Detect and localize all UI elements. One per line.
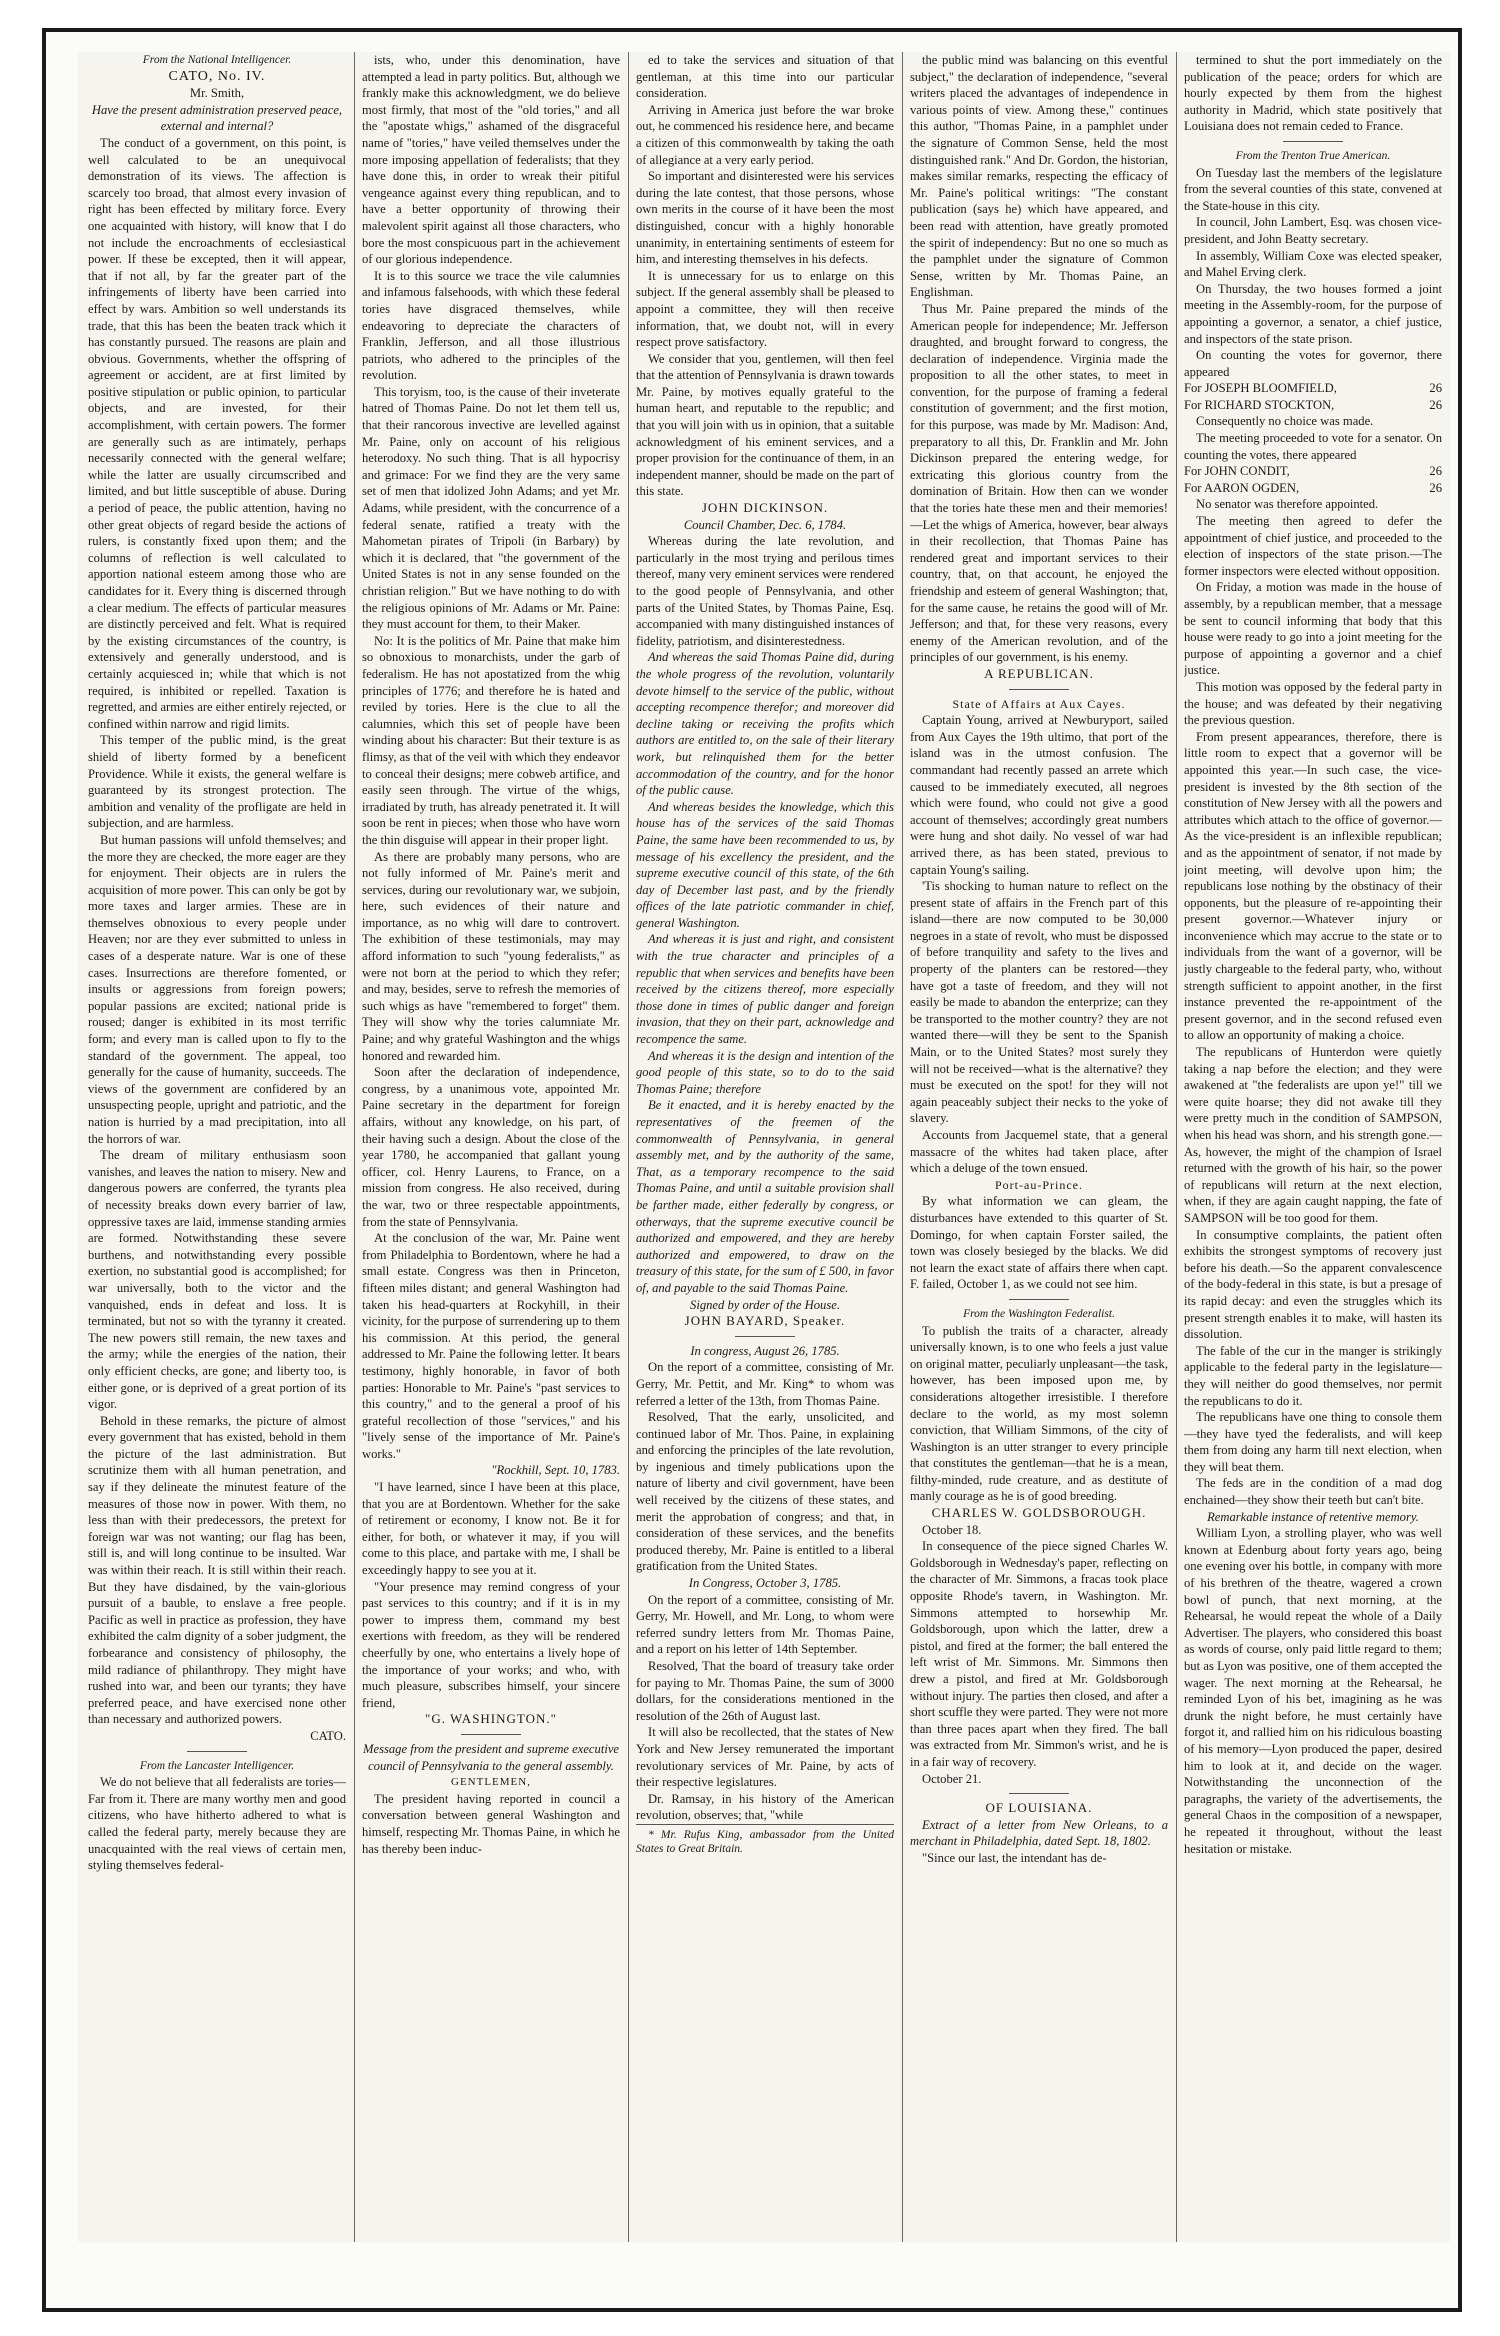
paragraph: "Since our last, the intendant has de- [922,1850,1107,1865]
paragraph: So important and disinterested were his services during the late contest, that those persons, whose own merits in the course of it have been the most distinguished, concur with a highly honorable unanimity, in entertaining sentiments of esteem for him, and interesting themselves in his defects. [636,169,894,267]
paragraph: The meeting proceeded to vote for a senator. On counting the votes, there appeared [1184,431,1442,462]
letter-date: "Rockhill, Sept. 10, 1783. [491,1463,620,1478]
divider [1009,1299,1069,1300]
message-head: Message from the president and supreme executive council of Pennsylvania to the general assembly. [363,1741,619,1773]
dateline: October 21. [922,1771,982,1786]
paragraph: We consider that you, gentlemen, will then feel that the attention of Pennsylvania is drawn towards Mr. Paine, by motives equally grateful to the human heart, and reputable to the republic; and that you will join with us in opinion, that a suitable acknowledgment of his eminent services, and a proper provision for the continuance of them, in an independent manner, should be made on the part of this state. [636,351,894,499]
paragraph: Dr. Ramsay, in his history of the American revolution, observes; that, "while [636,1791,894,1823]
paragraph: The conduct of a government, on this point, is well calculated to be an unequivocal demonstration of its views. The affection is scarcely too broad, that almost every invasion of right has been effected by military force. Every one acquainted with history, will know that I do not include the encroachments of ecclesiastical power. If these be excepted, then it will appear, that if not all, by far the greater part of the infringements of liberty have been carried into effect by wars. Ambition so well understands its trade, that this has been the beaten track which it has constantly pursued. The reasons are plain and obvious. Governments, whether the offspring of agreement or accident, are at first limited by positive stipulation or public opinion, to particular objects, and are invested, for their accomplishment, with certain powers. The former are generally such as are intimately, perhaps necessarily connected with the general welfare; while the latter are usually circumscribed and limited, and but little susceptible of abuse. During a period of peace, the public attention, having no other great objects of regard beside the actions of rulers, is constantly fixed upon them; and the columns of reflection is well calculated to apportion national esteem among those who are candidates for it. Every thing is discerned through a clear medium. The effects of particular measures are distinctly perceived and felt. What is required by the existing circumstances of the country, is extensively and generally understood, and is certainly acquiesced in; while that which is not required, is inhibited or repelled. Taxation is regretted, and armies are either entirely rejected, or confined within narrow and rigid limits. [88,135,346,731]
paragraph: The feds are in the condition of a mad dog enchained—they show their teeth but can't bite. [1184,1476,1442,1508]
paragraph: Captain Young, arrived at Newburyport, sailed from Aux Cayes the 19th ultimo, that port of the island was in the utmost confusion. The commandant had recently passed an arrete which caused to be immediately executed, all negroes which were found, who could not give a good account of themselves; accordingly great numbers were hung and shot daily. No vessel of war had arrived there, as has been stated, previous to captain Young's sailing. [910,713,1168,877]
resolution-paragraph: Be it enacted, and it is hereby enacted by the representatives of the freemen of the commonwealth of Pennsylvania, in general assembly met, and by the authority of the same, That, as a temporary recompence to the said Thomas Paine, and until a suitable provision shall be farther made, either federally by congress, or otherways, that the supreme executive council be authorized and empowered, and they are hereby authorized and empowered, to draw on the treasury of this state, for the sum of £ 500, in favor of, and payable to the said Thomas Paine. [636,1098,894,1295]
paragraph: ists, who, under this denomination, have attempted a lead in party politics. But, although we frankly make this acknowledgment, we do believe most firmly, that most of the "old tories," and all the "apostate whigs," ashamed of the disgraceful name of "tories," have veiled themselves under the more imposing appellation of federalists; that they have done this, in order to wreak their pitiful vengeance against every thing republican, and to have a better opportunity of throwing their malevolent spirit against all those characters, who bore the most conspicuous part in the achievement of our glorious independence. [362,53,620,267]
column-2 [362,52,620,2242]
paragraph: In consumptive complaints, the patient often exhibits the strongest symptoms of recovery just before his death.—So the apparent convalescence of the body-federal in this state, is but a presage of its rapid decay: and even the struggles which its present strength enables it to make, will hasten its dissolution. [1184,1227,1442,1342]
footnote: * Mr. Rufus King, ambassador from the United States to Great Britain. [636,1824,894,1857]
column-4 [910,52,1168,2242]
paragraph: On the report of a committee, consisting of Mr. Gerry, Mr. Pettit, and Mr. King* to whom was referred a letter of the 13th, from Thomas Paine. [636,1360,894,1408]
column-1 [88,52,346,2242]
divider [461,1734,521,1735]
dateline: Council Chamber, Dec. 6, 1784. [683,517,847,532]
divider [187,1751,247,1752]
paragraph: 'Tis shocking to human nature to reflect on the present state of affairs in the French part of this island—there are now computed to be 30,000 negroes in a state of revolt, who must be dispossed of before tranquility and safety to the lives and property of the planters can be restored—they have got a taste of freedom, and they will not easily be made to abandon the enterprize; can they be transported to the mother country? they are not wanted there—will they be sent to the Spanish Main, or to the United States? most surely they will not be received—what is the alternative? they must be executed on the spot! for they will not again peaceably subject their necks to the yoke of slavery. [910,879,1168,1126]
paragraph: In assembly, William Coxe was elected speaker, and Mahel Erving clerk. [1184,248,1442,280]
divider [735,1336,795,1337]
paragraph: It is to this source we trace the vile calumnies and infamous falsehoods, with which these federal tories have disgraced themselves, while endeavoring to depreciate the characters of Franklin, Jefferson, and all those illustrious patriots, who adhered to the principles of the revolution. [362,268,620,383]
query-line: Have the present administration preserved peace, external and internal? [91,102,343,134]
paragraph: termined to shut the port immediately on the publication of the peace; orders for which are hourly expected by them from the highest authority in Madrid, which state positively that Louisiana does not remain ceded to France. [1184,53,1442,134]
vote-name: For AARON OGDEN, [1184,480,1300,495]
paragraph: Resolved, That the board of treasury take order for paying to Mr. Thomas Paine, the sum of 3000 dollars, for the considerations mentioned in the resolution of the 26th of August last. [636,1659,894,1723]
dateline: October 18. [922,1522,982,1537]
column-rule [628,52,629,2242]
vote-row [1184,397,1442,414]
vote-count: 26 [1429,397,1442,412]
section-head: From the Trenton True American. [1235,149,1391,162]
paragraph: Arriving in America just before the war broke out, he commenced his residence here, and became a citizen of this commonwealth by taking the oath of allegiance at a very early period. [636,102,894,167]
paragraph: To publish the traits of a character, already universally known, is to one who feels a just value on original matter, peculiarly unpleasant—the task, however, has been imposed upon me, by considerations altogether irresistible. I therefore declare to the world, as my most solemn conviction, that William Simmons, of the city of Washington is an utter stranger to every principle that constitutes the gentleman—that he is a mean, filthy-minded, rude creature, and as destitute of manly courage as he is of good breeding. [910,1323,1168,1504]
column-5 [1184,52,1442,2242]
paragraph: Soon after the declaration of independence, congress, by a unanimous vote, appointed Mr. Paine secretary in the department for foreign affairs, without any knowledge, on his part, of their having such a design. About the close of the year 1780, he accompanied that gallant young officer, col. Henry Laurens, to France, on a mission from congress. He also received, during the war, two or three respectable appointments, from the state of Pennsylvania. [362,1065,620,1229]
paragraph: The meeting then agreed to defer the appointment of chief justice, and proceeded to the election of inspectors of the state prison.—The former inspectors were elected without opposition. [1184,514,1442,578]
resolution-paragraph: Whereas during the late revolution, and particularly in the most trying and perilous times thereof, many very eminent services were rendered to the good people of Pennsylvania, and other parts of the United States, by Thomas Paine, Esq. accompanied with many distinguished instances of fidelity, patriotism, and disinterestedness. [636,534,894,648]
paragraph: On Thursday, the two houses formed a joint meeting in the Assembly-room, for the purpose of appointing a governor, a senator, a chief justice, and inspectors of the state prison. [1184,281,1442,346]
paragraph: Resolved, That the early, unsolicited, and continued labor of Mr. Thos. Paine, in explaining and enforcing the principles of the late revolution, by ingenious and timely publications upon the nature of liberty and civil government, have been well received by the citizens of these states, and merit the approbation of congress; and that, in consideration of these services, and the benefits produced thereby, Mr. Paine is entitled to a liberal gratification from the United States. [636,1410,894,1574]
paragraph: By what information we can gleam, the disturbances have extended to this quarter of St. Domingo, for when captain Forster sailed, the town was closely besieged by the blacks. We did not learn the exact state of affairs there when capt. F. failed, October 1, as we could not see him. [910,1194,1168,1292]
letter-signature: "G. WASHINGTON." [425,1711,557,1727]
dateline: In Congress, October 3, 1785. [688,1576,842,1591]
paragraph: This motion was opposed by the federal party in the house; and was defeated by their negativing the previous question. [1184,679,1442,728]
resolution-paragraph: And whereas besides the knowledge, which this house has of the services of the said Thomas Paine, the same have been recommended to us, by message of his excellency the president, and the supreme executive council of this state, of the 6th day of December last past, and by the friendly offices of the late patriotic commander in chief, general Washington. [636,799,894,930]
divider [1283,141,1343,142]
section-title: Port-au-Prince. [995,1177,1083,1192]
signed-by: Signed by order of the House. [690,1297,840,1312]
section-title: OF LOUISIANA. [985,1800,1093,1816]
vote-row [1184,480,1442,497]
vote-count: 26 [1429,480,1442,495]
newspaper-page [78,52,1450,2242]
section-head: Extract of a letter from New Orleans, to a merchant in Philadelphia, dated Sept. 18, 1802. [910,1817,1168,1849]
article-title: CATO, No. IV. [168,68,266,84]
resolution-paragraph: And whereas the said Thomas Paine did, during the whole progress of the revolution, voluntarily devote himself to the service of the public, without accepting recompence therefor; and moreover did decline taking or receiving the profits which authors are entitled to, on the sale of their literary work, but relinquished them for the better accommodation of the country, and for the honor of the public cause. [636,650,894,798]
paragraph: From present appearances, therefore, there is little room to expect that a governor will be appointed this year.—In such case, the vice-president is invested by the 8th section of the constitution of New Jersey with all the powers and attributes which attach to the office of governor.—As the vice-president is an inflexible republican; and as the appointment of senator, if not made by joint meeting, will devolve upon him; the republicans lose nothing by the obstinacy of their opponents, but the pleasure of re-appointing their present governor.—Whatever injury or inconvenience which may accrue to the state or to individuals from the want of a governor, will be justly chargeable to the federal party, who, without strength sufficient to appoint another, in the first instance prevented the re-appointment of the present governor, and in the second refused even to allow an opportunity of making a choice. [1184,729,1442,1043]
signature: JOHN DICKINSON. [701,500,829,516]
paragraph: The republicans have one thing to console them—they have tyed the federalists, and will keep them from doing any harm till next election, when they will beat them. [1184,1410,1442,1474]
paragraph: It is unnecessary for us to enlarge on this subject. If the general assembly shall be pleased to appoint a committee, they will then receive information, that, we doubt not, will in every respect prove satisfactory. [636,268,894,350]
paragraph: At the conclusion of the war, Mr. Paine went from Philadelphia to Bordentown, where he had a small estate. Congress was then in Princeton, fifteen miles distant; and general Washington had taken his head-quarters at Rockyhill, in their vicinity, for the purpose of surrendering up to them his commission. At this period, the general addressed to Mr. Paine the following letter. It bears testimony, highly honorable, in favor of both parties: Honorable to Mr. Paine's "past services to this country," and to the general a proof of his grateful recollection of those "services," and his "lively sense of the importance of Mr. Paine's works." [362,1231,620,1461]
resolution-paragraph: And whereas it is the design and intention of the good people of this state, so to do to the said Thomas Paine; therefore [636,1048,894,1096]
paragraph: As there are probably many persons, who are not fully informed of Mr. Paine's merit and services, during our revolutionary war, we subjoin, here, such evidences of their nature and importance, as no whig will dare to controvert. The exhibition of these testimonials, may may afford information to such "young federalists," as were not born at the period to which they refer; and may, besides, serve to refresh the memories of such whigs as have "remembered to forget" them. They will show why the tories calumniate Mr. Paine; and why grateful Washington and the whigs honored and rewarded him. [362,849,620,1063]
column-rule [902,52,903,2242]
paragraph: This toryism, too, is the cause of their inveterate hatred of Thomas Paine. Do not let them tell us, that their rancorous invective are levelled against Mr. Paine, only on account of his religious heterodoxy. No such thing. That is all hypocrisy and grimace: For we find they are the very same set of men that idolized John Adams; and yet Mr. Adams, while president, with the concurrence of a federal senate, ratified a treaty with the Mahometan pirates of Tripoli (in Barbary) by which it is declared, that "the government of the United States is not in any sense founded on the christian religion." But we have nothing to do with the religious opinions of Mr. Adams or Mr. Paine: they must account for them, to their Maker. [362,384,620,632]
paragraph: The president having reported in council a conversation between general Washington and himself, respecting Mr. Thomas Paine, in which he has thereby been induc- [362,1791,620,1856]
paragraph: Behold in these remarks, the picture of almost every government that has existed, behold in them the picture of the last administration. But scrutinize them with all human penetration, and say if they delineate the minutest feature of the measures of those now in power. With them, no less than with their predecessors, the pretext for foreign war was not wanting; our flag has been, still is, and will long continue to be insulted. War was within their reach. It is still within their reach. But they have disdained, by the vain-glorious pursuit of a bauble, to enslave a free people. Pacific as well in practice as profession, they have exhibited the calm dignity of a sober judgment, the forbearance and consistency of philosophy, the mild radiance of philanthropy. They might have rushed into war, and been our tyrants; they have preferred peace, and have exercised none other than necessary and authorized powers. [88,1413,346,1727]
section-head: From the Lancaster Intelligencer. [139,1759,295,1772]
column-rule [1176,52,1177,2242]
paragraph: Accounts from Jacquemel state, that a general massacre of the whites had taken place, after which a deluge of the town ensued. [910,1128,1168,1176]
vote-row [1184,463,1442,480]
source-line: From the National Intelligencer. [142,54,292,66]
paragraph: On Tuesday last the members of the legislature from the several counties of this state, convened at the State-house in this city. [1184,165,1442,213]
signature: A REPUBLICAN. [984,665,1094,681]
section-head: Remarkable instance of retentive memory. [1207,1509,1419,1524]
paragraph: On Friday, a motion was made in the house of assembly, by a republican member, that a message be sent to council informing that body that this house were ready to go into a joint meeting for the purpose of appointing a governor and a chief justice. [1184,580,1442,678]
dateline: In congress, August 26, 1785. [690,1343,840,1358]
vote-row [1184,380,1442,397]
paragraph: No senator was therefore appointed. [1196,497,1379,512]
paragraph: In council, John Lambert, Esq. was chosen vice-president, and John Beatty secretary. [1184,215,1442,246]
vote-name: For JOSEPH BLOOMFIELD, [1184,381,1337,396]
letter-paragraph: "Your presence may remind congress of your past services to this country; and if it is in my power to impress them, command my best exertions with freedom, as they will be rendered cheerfully by one, who entertains a lively hope of the importance of your works; and who, with much pleasure, subscribes himself, your sincere friend, [362,1579,620,1710]
column-3 [636,52,894,2242]
signature: JOHN BAYARD, Speaker. [684,1313,846,1329]
paragraph: No: It is the politics of Mr. Paine that make him so obnoxious to monarchists, under the garb of federalism. He has not apostatized from the whig principles of 1776; and therefore he is hated and reviled by tories. Here is the clue to all the calumnies, which this set of people have been winding about his character: But their texture is as flimsy, as that of the veil with which they endeavor to conceal their designs; mere cobweb artifice, and easily seen through. The virtue of the whigs, irradiated by truth, has already penetrated it. It will soon be rent in pieces; when those who have worn the thin disguise will appear in their proper light. [362,633,620,847]
divider [1009,689,1069,690]
paragraph: The fable of the cur in the manger is strikingly applicable to the federal party in the legislature—they will neither do good themselves, nor permit the republicans to do it. [1184,1343,1442,1408]
vote-name: For JOHN CONDIT, [1184,464,1290,479]
paragraph: But human passions will unfold themselves; and the more they are checked, the more eager are they for enjoyment. Their objects are in rulers the acquisition of more power. This can only be got by more taxes and larger armies. These are in themselves obnoxious to every people under Heaven; nor are they ever submitted to unless in cases of a desperate nature. War is one of these cases. Insurrections are therefore fomented, or insults or aggressions from foreign powers; popular passions are excited; national pride is roused; danger is exhibited in its most terrific form; and every man is called upon to fly to the standard of the government. The appeal, too generally for the cause of humanity, succeeds. The views of the government are confidered by an unsuspecting people, upright and patriotic, and the nation is hurried by a mad precipitation, into all the horrors of war. [88,832,346,1146]
vote-name: For RICHARD STOCKTON, [1184,397,1335,412]
paragraph: This temper of the public mind, is the great shield of liberty formed by a beneficent Providence. While it exists, the general welfare is guaranteed by its strongest protection. The ambition and venality of the profligate are held in subjection, and are harmless. [88,733,346,831]
paragraph: ed to take the services and situation of that gentleman, at this time into our particular consideration. [636,53,894,101]
paragraph: On the report of a committee, consisting of Mr. Gerry, Mr. Howell, and Mr. Long, to whom were referred sundry letters from Mr. Thomas Paine, and a report on his letter of 14th September. [636,1592,894,1657]
paragraph: William Lyon, a strolling player, who was well known at Edenburg about forty years ago, being one evening over his bottle, in company with more of his brethren of the theatre, wagered a crown bowl of punch, that next morning, at the Rehearsal, he would repeat the whole of a Daily Advertiser. The players, who considered this boast as words of course, only paid little regard to them; but as Lyon was positive, one of them accepted the wager. The next morning at the Rehearsal, he reminded Lyon of his bet, imagining as he was drunk the night before, he must certainly have forgot it, and rallied him on his ridiculous boasting of his memory—Lyon produced the paper, desired him to look at it, and decide on the wager. Notwithstanding the unconnection of the paragraphs, the variety of the advertisements, the general Chaos in the composition of a newspaper, he repeated it throughout, without the least hesitation or mistake. [1184,1526,1442,1856]
column-rule [354,52,355,2242]
paragraph: It will also be recollected, that the states of New York and New Jersey remunerated the important revolutionary services of Mr. Paine, by acts of their respective legislatures. [636,1725,894,1790]
paragraph: The dream of military enthusiasm soon vanishes, and leaves the nation to misery. New and dangerous powers are conferred, the tyrants plea of necessity breaks down every barrier of law, oppressive taxes are laid, immense standing armies are formed. Notwithstanding these severe burthens, and notwithstanding every possible exertion, no substantial good is accomplished; for war universally, both to the victor and the vanquished, ends in defeat and loss. It is terminated, but not so with the tyranny it created. The new powers still remain, the new taxes and the army; while the energies of the nation, their only efficient checks, are gone; and liberty too, is either gone, or is deprived of a great portion of its vigor. [88,1148,346,1412]
paragraph: In consequence of the piece signed Charles W. Goldsborough in Wednesday's paper, reflecting on the character of Mr. Simmons, a fracas took place opposite Rhode's tavern, in Washington. Mr. Simmons attempted to horsewhip Mr. Goldsborough, upon which the latter, drew a pistol, and fired at the former; the ball entered the left wrist of Mr. Simmons. Mr. Simmons then drew a pistol, and fired at Mr. Goldsborough without injury. The parties then closed, and after a short scuffle they were parted. They were not more than three paces apart when they fired. The ball was extracted from Mr. Simmon's wrist, and he is in a fair way of recovery. [910,1539,1168,1769]
signature: CATO. [310,1728,346,1743]
paragraph: The republicans of Hunterdon were quietly taking a nap before the election; and they were awakened at "the federalists are upon ye!" till we were quite hoarse; they did not awake till they were pretty much in the condition of SAMPSON, when his head was shorn, and his strength gone.—As, however, the might of the champion of Israel returned with the growth of his hair, so the power of republicans will return at the next election, when, if they are again caught napping, the fate of SAMPSON will be too good for them. [1184,1045,1442,1225]
vote-count: 26 [1429,381,1442,396]
paragraph: On counting the votes for governor, there appeared [1184,348,1442,379]
letter-paragraph: "I have learned, since I have been at this place, that you are at Bordentown. Whether for the sake of retirement or economy, I know not. Be it for either, for both, or whatever it may, if you will come to this place, and partake with me, I shall be exceedingly happy to see you at it. [362,1480,620,1578]
section-title: State of Affairs at Aux Cayes. [952,696,1126,711]
section-head: From the Washington Federalist. [963,1307,1115,1320]
divider [1009,1793,1069,1794]
paragraph: the public mind was balancing on this eventful subject," the declaration of independence, "several writers placed the advantages of independence in various points of view. Among these," continues this author, "Thomas Paine, in a pamphlet under the signature of Common Sense, held the most distinguished rank." And Dr. Gordon, the historian, makes similar remarks, respecting the efficacy of Mr. Paine's political writings: "The constant publication (says he) which have appeared, and been read with attention, have greatly promoted the spirit of independency: But no one so much as the pamphlet under the signature of Common Sense, written by Mr. Thomas Paine, an Englishman. [910,53,1168,300]
signature: CHARLES W. GOLDSBOROUGH. [931,1505,1147,1521]
resolution-paragraph: And whereas it is just and right, and consistent with the true character and principles of a republic that when services and benefits have been received by the citizens thereof, more especially those done in times of public danger and foreign invasion, that they on their part, acknowledge and recompence the same. [636,932,894,1047]
paragraph: We do not believe that all federalists are tories—Far from it. There are many worthy men and good citizens, who have hitherto adhered to what is called the federal party, merely because they are unacquainted with the real views of certain men, styling themselves federal- [88,1775,346,1873]
salutation: GENTLEMEN, [451,1776,531,1789]
paragraph: Thus Mr. Paine prepared the minds of the American people for independence; Mr. Jefferson draughted, and brought forward to congress, the declaration of independence. Virginia made the proposition to all the other states, to meet in convention, for the purpose of framing a federal constitution of government; and the first motion, for this purpose, was made by Mr. Madison: And, preparatory to all this, Dr. Franklin and Mr. John Dickinson prepared the entering wedge, for extricating this glorious country from the domination of Britain. How then can we wonder that the tories hate these men and their memories!—Let the whigs of America, however, bear always in their recollection, that Thomas Paine has rendered great and important services to their country, that, on that account, he enjoyed the friendship and esteem of general Washington; that, for the same cause, he retains the good will of Mr. Jefferson; and that, for these very reasons, every enemy of the American revolution, and of the principles of our government, is his enemy. [910,301,1168,665]
address-line: Mr. Smith, [189,86,245,101]
vote-count: 26 [1429,464,1442,479]
paragraph: Consequently no choice was made. [1196,414,1374,429]
